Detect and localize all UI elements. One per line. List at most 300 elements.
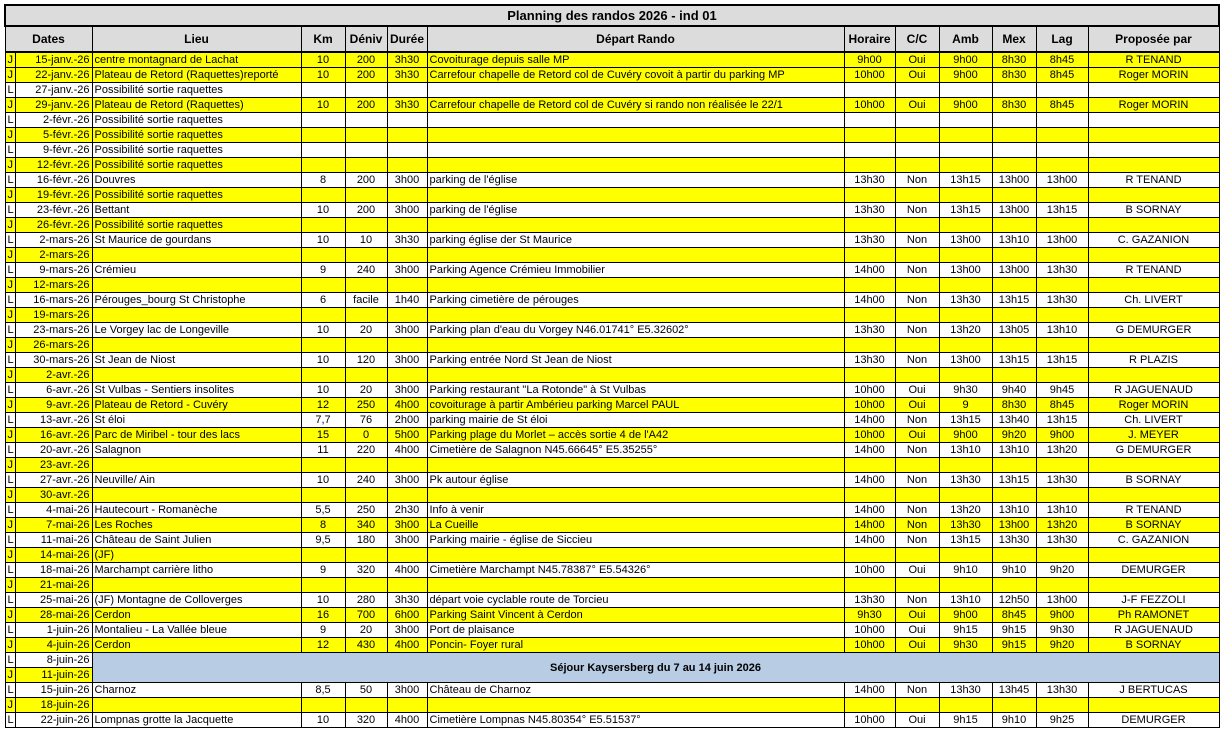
- table-row: [5, 278, 1219, 293]
- cell-depart: [427, 83, 844, 98]
- cell-duree: 3h00: [387, 173, 427, 188]
- cell-lieu: Cerdon: [92, 638, 301, 653]
- cell-date: 16-avr.-26: [15, 428, 92, 443]
- cell-depart: [427, 308, 844, 323]
- cell-amb: 13h20: [939, 323, 992, 338]
- cell-amb: 13h30: [939, 518, 992, 533]
- cell-mex: 8h45: [992, 608, 1036, 623]
- cell-duree: 3h00: [387, 203, 427, 218]
- cell-km: [301, 218, 345, 233]
- cell-duree: 4h00: [387, 713, 427, 728]
- cell-amb: [939, 143, 992, 158]
- cell-amb: 13h30: [939, 293, 992, 308]
- cell-depart: [427, 338, 844, 353]
- cell-cc: [895, 368, 939, 383]
- cell-amb: 13h00: [939, 353, 992, 368]
- cell-amb: [939, 548, 992, 563]
- cell-cc: Non: [895, 593, 939, 608]
- cell-mex: 13h15: [992, 353, 1036, 368]
- cell-cc: [895, 248, 939, 263]
- table-row: [5, 143, 1219, 158]
- cell-km: [301, 143, 345, 158]
- cell-mex: 13h45: [992, 683, 1036, 698]
- cell-mex: [992, 113, 1036, 128]
- cell-proposee: Roger MORIN: [1088, 98, 1219, 113]
- cell-day-type: L: [5, 443, 15, 458]
- table-row: [5, 173, 1219, 188]
- cell-mex: 12h50: [992, 593, 1036, 608]
- cell-duree: 3h00: [387, 533, 427, 548]
- cell-horaire: 10h00: [844, 98, 895, 113]
- table-row: [5, 233, 1219, 248]
- cell-proposee: Ph RAMONET: [1088, 608, 1219, 623]
- cell-deniv: [345, 128, 387, 143]
- table-row: [5, 518, 1219, 533]
- cell-horaire: [844, 698, 895, 713]
- cell-proposee: [1088, 338, 1219, 353]
- table-row: [5, 383, 1219, 398]
- cell-day-type: J: [5, 578, 15, 593]
- cell-horaire: 10h00: [844, 428, 895, 443]
- cell-deniv: 200: [345, 68, 387, 83]
- cell-horaire: [844, 143, 895, 158]
- cell-mex: 9h15: [992, 638, 1036, 653]
- cell-duree: 3h30: [387, 593, 427, 608]
- cell-km: 7,7: [301, 413, 345, 428]
- header-km: Km: [301, 26, 345, 52]
- cell-horaire: 14h00: [844, 533, 895, 548]
- cell-deniv: 250: [345, 398, 387, 413]
- cell-lag: 13h15: [1036, 413, 1088, 428]
- table-row: [5, 683, 1219, 698]
- cell-lieu: Bettant: [92, 203, 301, 218]
- cell-proposee: G DEMURGER: [1088, 323, 1219, 338]
- cell-proposee: [1088, 698, 1219, 713]
- cell-km: [301, 488, 345, 503]
- cell-cc: Oui: [895, 428, 939, 443]
- cell-lieu: (JF): [92, 548, 301, 563]
- cell-horaire: 10h00: [844, 68, 895, 83]
- cell-day-type: J: [5, 458, 15, 473]
- cell-mex: 13h40: [992, 413, 1036, 428]
- cell-km: 10: [301, 68, 345, 83]
- table-row: [5, 533, 1219, 548]
- cell-cc: [895, 338, 939, 353]
- cell-lag: 13h15: [1036, 353, 1088, 368]
- cell-date: 15-juin-26: [15, 683, 92, 698]
- cell-duree: 3h00: [387, 353, 427, 368]
- cell-km: 10: [301, 203, 345, 218]
- cell-depart: [427, 458, 844, 473]
- cell-mex: 9h15: [992, 623, 1036, 638]
- cell-lag: [1036, 143, 1088, 158]
- cell-lieu: [92, 488, 301, 503]
- cell-cc: [895, 188, 939, 203]
- cell-day-type: L: [5, 113, 15, 128]
- cell-cc: Non: [895, 203, 939, 218]
- cell-deniv: 200: [345, 52, 387, 68]
- cell-date: 2-avr.-26: [15, 368, 92, 383]
- cell-day-type: J: [5, 158, 15, 173]
- cell-duree: 1h40: [387, 293, 427, 308]
- cell-cc: Non: [895, 533, 939, 548]
- header-lieu: Lieu: [92, 26, 301, 52]
- header-dates: Dates: [5, 26, 92, 52]
- cell-date: 25-mai-26: [15, 593, 92, 608]
- cell-amb: [939, 278, 992, 293]
- table-row: [5, 443, 1219, 458]
- cell-amb: 13h00: [939, 263, 992, 278]
- cell-km: 10: [301, 323, 345, 338]
- cell-cc: Non: [895, 413, 939, 428]
- cell-depart: [427, 128, 844, 143]
- cell-deniv: [345, 368, 387, 383]
- cell-cc: Non: [895, 443, 939, 458]
- cell-mex: [992, 158, 1036, 173]
- table-row: [5, 248, 1219, 263]
- cell-cc: Oui: [895, 383, 939, 398]
- cell-mex: [992, 278, 1036, 293]
- header-cc: C/C: [895, 26, 939, 52]
- table-row: [5, 698, 1219, 713]
- cell-proposee: [1088, 143, 1219, 158]
- cell-duree: 6h00: [387, 608, 427, 623]
- cell-amb: 9h00: [939, 68, 992, 83]
- cell-date: 11-juin-26: [15, 668, 92, 683]
- cell-km: 8: [301, 173, 345, 188]
- cell-horaire: [844, 368, 895, 383]
- header-row: [5, 26, 1219, 52]
- table-row: [5, 413, 1219, 428]
- cell-proposee: [1088, 278, 1219, 293]
- cell-proposee: [1088, 218, 1219, 233]
- cell-km: 12: [301, 398, 345, 413]
- cell-lag: 13h10: [1036, 323, 1088, 338]
- cell-duree: 3h30: [387, 233, 427, 248]
- cell-duree: 4h00: [387, 398, 427, 413]
- cell-deniv: [345, 83, 387, 98]
- cell-proposee: Ch. LIVERT: [1088, 413, 1219, 428]
- cell-deniv: 20: [345, 383, 387, 398]
- table-row: [5, 68, 1219, 83]
- cell-duree: [387, 278, 427, 293]
- table-row: [5, 52, 1219, 68]
- cell-deniv: 220: [345, 443, 387, 458]
- cell-km: [301, 368, 345, 383]
- cell-horaire: 14h00: [844, 293, 895, 308]
- cell-amb: 9: [939, 398, 992, 413]
- cell-cc: [895, 218, 939, 233]
- cell-deniv: 240: [345, 263, 387, 278]
- cell-km: 11: [301, 443, 345, 458]
- cell-day-type: L: [5, 593, 15, 608]
- cell-date: 16-févr.-26: [15, 173, 92, 188]
- cell-lieu: [92, 698, 301, 713]
- cell-horaire: 10h00: [844, 638, 895, 653]
- cell-amb: [939, 338, 992, 353]
- cell-lag: [1036, 128, 1088, 143]
- cell-cc: Oui: [895, 713, 939, 728]
- cell-horaire: 10h00: [844, 623, 895, 638]
- cell-amb: [939, 188, 992, 203]
- cell-horaire: 13h30: [844, 203, 895, 218]
- cell-day-type: J: [5, 98, 15, 113]
- cell-deniv: [345, 113, 387, 128]
- cell-lieu: Possibilité sortie raquettes: [92, 128, 301, 143]
- table-row: [5, 98, 1219, 113]
- cell-horaire: [844, 338, 895, 353]
- cell-deniv: 20: [345, 323, 387, 338]
- cell-date: 19-mars-26: [15, 308, 92, 323]
- cell-day-type: J: [5, 368, 15, 383]
- cell-lag: [1036, 188, 1088, 203]
- cell-day-type: L: [5, 293, 15, 308]
- cell-lag: 13h00: [1036, 173, 1088, 188]
- cell-horaire: [844, 113, 895, 128]
- cell-amb: 13h10: [939, 443, 992, 458]
- cell-km: [301, 113, 345, 128]
- cell-amb: 13h15: [939, 413, 992, 428]
- cell-day-type: J: [5, 308, 15, 323]
- table-row: [5, 128, 1219, 143]
- planning-rows: [5, 52, 1219, 728]
- cell-depart: Parking entrée Nord St Jean de Niost: [427, 353, 844, 368]
- header-amb: Amb: [939, 26, 992, 52]
- sejour-banner: Séjour Kaysersberg du 7 au 14 juin 2026: [92, 653, 1219, 683]
- cell-day-type: L: [5, 143, 15, 158]
- table-row: [5, 308, 1219, 323]
- cell-km: [301, 83, 345, 98]
- cell-proposee: R TENAND: [1088, 263, 1219, 278]
- cell-cc: Non: [895, 233, 939, 248]
- cell-depart: Château de Charnoz: [427, 683, 844, 698]
- table-row: [5, 323, 1219, 338]
- cell-km: [301, 188, 345, 203]
- cell-duree: [387, 158, 427, 173]
- cell-mex: 8h30: [992, 52, 1036, 68]
- cell-deniv: [345, 218, 387, 233]
- cell-duree: 4h00: [387, 443, 427, 458]
- cell-cc: [895, 698, 939, 713]
- cell-km: 9: [301, 563, 345, 578]
- cell-depart: départ voie cyclable route de Torcieu: [427, 593, 844, 608]
- cell-lag: [1036, 548, 1088, 563]
- cell-km: 16: [301, 608, 345, 623]
- cell-proposee: B SORNAY: [1088, 518, 1219, 533]
- table-row: [5, 293, 1219, 308]
- cell-deniv: 700: [345, 608, 387, 623]
- cell-horaire: 13h30: [844, 323, 895, 338]
- cell-mex: 13h00: [992, 263, 1036, 278]
- cell-duree: [387, 308, 427, 323]
- cell-date: 5-févr.-26: [15, 128, 92, 143]
- cell-lag: 9h30: [1036, 623, 1088, 638]
- cell-duree: [387, 698, 427, 713]
- cell-lag: 13h00: [1036, 593, 1088, 608]
- cell-km: 10: [301, 593, 345, 608]
- cell-lieu: Neuville/ Ain: [92, 473, 301, 488]
- table-row: [5, 458, 1219, 473]
- cell-proposee: [1088, 83, 1219, 98]
- cell-lag: 13h30: [1036, 293, 1088, 308]
- cell-mex: 13h15: [992, 293, 1036, 308]
- cell-amb: 13h00: [939, 233, 992, 248]
- cell-proposee: [1088, 458, 1219, 473]
- cell-duree: [387, 368, 427, 383]
- cell-day-type: L: [5, 173, 15, 188]
- cell-duree: [387, 143, 427, 158]
- cell-lag: [1036, 458, 1088, 473]
- cell-horaire: 14h00: [844, 263, 895, 278]
- cell-depart: [427, 248, 844, 263]
- cell-amb: 9h30: [939, 383, 992, 398]
- cell-depart: Carrefour chapelle de Retord col de Cuvéry si rando non réalisée le 22/1: [427, 98, 844, 113]
- cell-day-type: L: [5, 473, 15, 488]
- cell-km: [301, 158, 345, 173]
- cell-proposee: C. GAZANION: [1088, 533, 1219, 548]
- cell-date: 22-janv.-26: [15, 68, 92, 83]
- cell-cc: Oui: [895, 638, 939, 653]
- table-row: [5, 353, 1219, 368]
- cell-km: [301, 278, 345, 293]
- cell-deniv: 280: [345, 593, 387, 608]
- cell-lag: 13h20: [1036, 443, 1088, 458]
- cell-depart: Poncin- Foyer rural: [427, 638, 844, 653]
- cell-cc: [895, 578, 939, 593]
- cell-day-type: J: [5, 668, 15, 683]
- cell-amb: [939, 128, 992, 143]
- cell-deniv: 20: [345, 623, 387, 638]
- cell-depart: [427, 488, 844, 503]
- cell-proposee: [1088, 188, 1219, 203]
- cell-lieu: Plateau de Retord (Raquettes)reporté: [92, 68, 301, 83]
- cell-proposee: B SORNAY: [1088, 203, 1219, 218]
- cell-deniv: 120: [345, 353, 387, 368]
- cell-depart: Parking restaurant "La Rotonde" à St Vulbas: [427, 383, 844, 398]
- cell-deniv: 10: [345, 233, 387, 248]
- cell-mex: 13h10: [992, 503, 1036, 518]
- cell-horaire: 14h00: [844, 443, 895, 458]
- cell-amb: [939, 218, 992, 233]
- cell-mex: 13h00: [992, 518, 1036, 533]
- cell-day-type: L: [5, 323, 15, 338]
- cell-lag: 13h20: [1036, 518, 1088, 533]
- cell-deniv: 320: [345, 713, 387, 728]
- cell-mex: [992, 488, 1036, 503]
- cell-day-type: L: [5, 233, 15, 248]
- cell-day-type: L: [5, 683, 15, 698]
- cell-duree: [387, 128, 427, 143]
- cell-lag: [1036, 113, 1088, 128]
- cell-cc: Non: [895, 293, 939, 308]
- cell-km: 15: [301, 428, 345, 443]
- cell-depart: Parking Agence Crémieu Immobilier: [427, 263, 844, 278]
- cell-lieu: [92, 338, 301, 353]
- cell-depart: [427, 158, 844, 173]
- cell-proposee: DEMURGER: [1088, 563, 1219, 578]
- cell-depart: [427, 143, 844, 158]
- cell-proposee: [1088, 308, 1219, 323]
- cell-lieu: Montalieu - La Vallée bleue: [92, 623, 301, 638]
- cell-deniv: 200: [345, 173, 387, 188]
- table-row: [5, 188, 1219, 203]
- cell-lag: 8h45: [1036, 98, 1088, 113]
- cell-day-type: J: [5, 218, 15, 233]
- cell-duree: [387, 83, 427, 98]
- cell-depart: parking de l'église: [427, 173, 844, 188]
- cell-amb: 9h00: [939, 98, 992, 113]
- cell-cc: Non: [895, 503, 939, 518]
- cell-proposee: R TENAND: [1088, 52, 1219, 68]
- cell-date: 30-mars-26: [15, 353, 92, 368]
- cell-mex: [992, 578, 1036, 593]
- cell-km: 9,5: [301, 533, 345, 548]
- cell-depart: [427, 278, 844, 293]
- cell-lieu: Le Vorgey lac de Longeville: [92, 323, 301, 338]
- cell-depart: [427, 113, 844, 128]
- cell-amb: 9h15: [939, 713, 992, 728]
- cell-date: 2-mars-26: [15, 233, 92, 248]
- cell-amb: 9h00: [939, 608, 992, 623]
- cell-proposee: [1088, 548, 1219, 563]
- cell-lag: 8h45: [1036, 398, 1088, 413]
- cell-date: 14-mai-26: [15, 548, 92, 563]
- cell-amb: [939, 308, 992, 323]
- cell-lieu: Les Roches: [92, 518, 301, 533]
- cell-date: 7-mai-26: [15, 518, 92, 533]
- cell-day-type: L: [5, 653, 15, 668]
- cell-date: 23-mars-26: [15, 323, 92, 338]
- cell-mex: [992, 83, 1036, 98]
- cell-amb: [939, 488, 992, 503]
- cell-lieu: [92, 578, 301, 593]
- cell-amb: [939, 458, 992, 473]
- cell-lieu: St éloi: [92, 413, 301, 428]
- cell-lag: [1036, 488, 1088, 503]
- cell-duree: [387, 578, 427, 593]
- cell-proposee: B SORNAY: [1088, 473, 1219, 488]
- cell-km: [301, 338, 345, 353]
- cell-km: 10: [301, 233, 345, 248]
- cell-horaire: 14h00: [844, 518, 895, 533]
- cell-depart: Parking plan d'eau du Vorgey N46.01741° E5.32602°: [427, 323, 844, 338]
- cell-lag: [1036, 368, 1088, 383]
- cell-lieu: Plateau de Retord (Raquettes): [92, 98, 301, 113]
- cell-day-type: J: [5, 248, 15, 263]
- table-row: [5, 638, 1219, 653]
- cell-km: 8: [301, 518, 345, 533]
- cell-day-type: L: [5, 503, 15, 518]
- cell-km: [301, 578, 345, 593]
- cell-lieu: [92, 368, 301, 383]
- cell-date: 16-mars-26: [15, 293, 92, 308]
- cell-deniv: 76: [345, 413, 387, 428]
- cell-horaire: [844, 128, 895, 143]
- cell-date: 20-avr.-26: [15, 443, 92, 458]
- table-row: [5, 563, 1219, 578]
- cell-lag: 8h45: [1036, 52, 1088, 68]
- planning-sheet: [4, 4, 1218, 728]
- cell-day-type: J: [5, 398, 15, 413]
- cell-duree: 3h00: [387, 518, 427, 533]
- cell-depart: [427, 698, 844, 713]
- cell-duree: 3h30: [387, 98, 427, 113]
- cell-date: 19-févr.-26: [15, 188, 92, 203]
- cell-horaire: 10h00: [844, 713, 895, 728]
- cell-cc: Non: [895, 323, 939, 338]
- cell-km: 12: [301, 638, 345, 653]
- cell-duree: [387, 338, 427, 353]
